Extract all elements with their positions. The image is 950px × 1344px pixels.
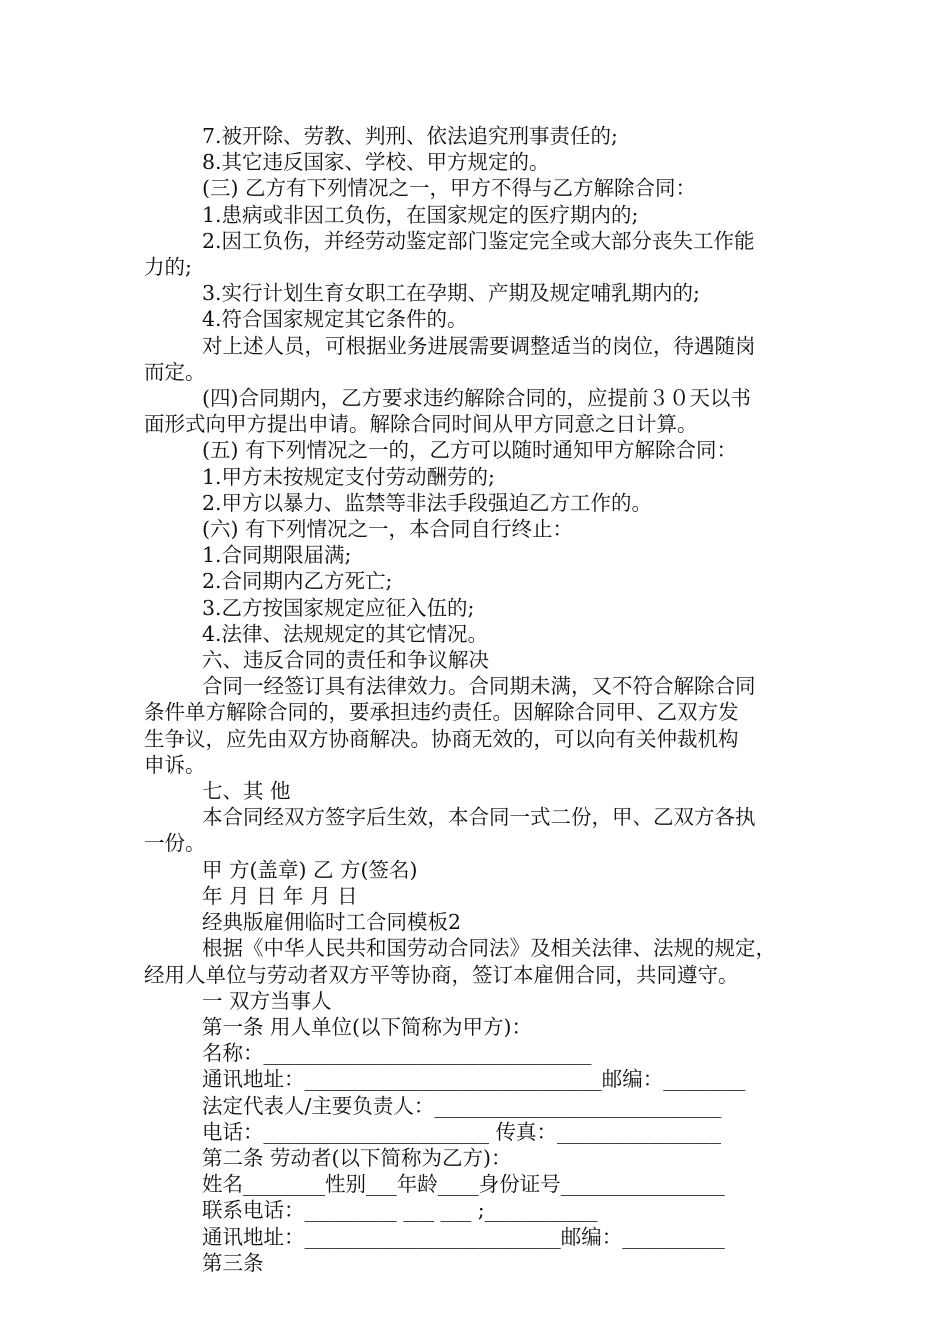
section-heading: (三) 乙方有下列情况之一，甲方不得与乙方解除合同：	[202, 176, 697, 201]
text-line: 申诉。	[144, 752, 206, 777]
form-field-name: 名称：________________________________	[202, 1041, 592, 1066]
text-line: 1.甲方未按规定支付劳动酬劳的;	[202, 464, 495, 489]
form-field-contact-phone: 联系电话：_________ ___ ___ ;___________	[202, 1198, 598, 1223]
text-line: 2.因工负伤，并经劳动鉴定部门鉴定完全或大部分丧失工作能	[202, 228, 755, 253]
date-line: 年 月 日 年 月 日	[202, 883, 358, 908]
text-line: 合同一经签订具有法律效力。合同期未满，又不符合解除合同	[202, 674, 756, 699]
text-line: 4.符合国家规定其它条件的。	[202, 307, 468, 332]
document-page	[144, 123, 812, 1276]
signature-line: 甲 方(盖章) 乙 方(签名)	[202, 857, 418, 882]
article-heading: 第三条	[202, 1250, 264, 1275]
form-field-representative: 法定代表人/主要负责人：____________________________	[202, 1093, 722, 1118]
text-line: 3.实行计划生育女职工在孕期、产期及规定哺乳期内的;	[202, 281, 700, 306]
text-line: 本合同经双方签字后生效，本合同一式二份，甲、乙双方各执	[202, 805, 756, 830]
text-line: 条件单方解除合同的，要承担违约责任。因解除合同甲、乙双方发	[144, 700, 739, 725]
section-heading: (六) 有下列情况之一，本合同自行终止：	[202, 517, 574, 542]
text-line: 4.法律、法规规定的其它情况。	[202, 621, 489, 646]
text-line: 1.合同期限届满;	[202, 543, 352, 568]
form-field-phone-fax: 电话：______________________ 传真：________________	[202, 1119, 722, 1144]
text-line: 8.其它违反国家、学校、甲方规定的。	[202, 150, 550, 175]
text-line: 2.甲方以暴力、监禁等非法手段强迫乙方工作的。	[202, 490, 653, 515]
section-heading: (四)合同期内，乙方要求违约解除合同的，应提前３０天以书	[202, 386, 751, 411]
text-line: 对上述人员，可根据业务进展需要调整适当的岗位，待遇随岗	[202, 333, 756, 358]
document-title: 经典版雇佣临时工合同模板2	[202, 910, 462, 935]
section-heading: 七、其 他	[202, 779, 291, 804]
section-heading: 六、违反合同的责任和争议解决	[202, 648, 489, 673]
form-field-address: 通讯地址：_________________________邮编：__________	[202, 1224, 725, 1249]
article-heading: 第一条 用人单位(以下简称为甲方)：	[202, 1014, 533, 1039]
text-line: 经用人单位与劳动者双方平等协商，签订本雇佣合同，共同遵守。	[144, 962, 739, 987]
text-line: 1.患病或非因工负伤，在国家规定的医疗期内的;	[202, 202, 639, 227]
text-line: 2.合同期内乙方死亡;	[202, 569, 393, 594]
text-line: 面形式向甲方提出申请。解除合同时间从甲方同意之日计算。	[144, 412, 698, 437]
text-line: 一份。	[144, 831, 206, 856]
text-line: 根据《中华人民共和国劳动合同法》及相关法律、法规的规定，	[202, 936, 776, 961]
text-line: 生争议，应先由双方协商解决。协商无效的，可以向有关仲裁机构	[144, 726, 739, 751]
section-heading: (五) 有下列情况之一的，乙方可以随时通知甲方解除合同：	[202, 438, 738, 463]
text-line: 而定。	[144, 359, 206, 384]
form-field-personal-info: 姓名________性别___年龄____身份证号________________	[202, 1172, 725, 1197]
text-line: 3.乙方按国家规定应征入伍的;	[202, 595, 475, 620]
text-line: 力的;	[144, 255, 192, 280]
text-line: 7.被开除、劳教、判刑、依法追究刑事责任的;	[202, 124, 618, 148]
article-heading: 第二条 劳动者(以下简称为乙方)：	[202, 1145, 512, 1170]
form-field-address: 通讯地址：_____________________________邮编：________	[202, 1067, 746, 1092]
section-heading: 一 双方当事人	[202, 988, 332, 1013]
